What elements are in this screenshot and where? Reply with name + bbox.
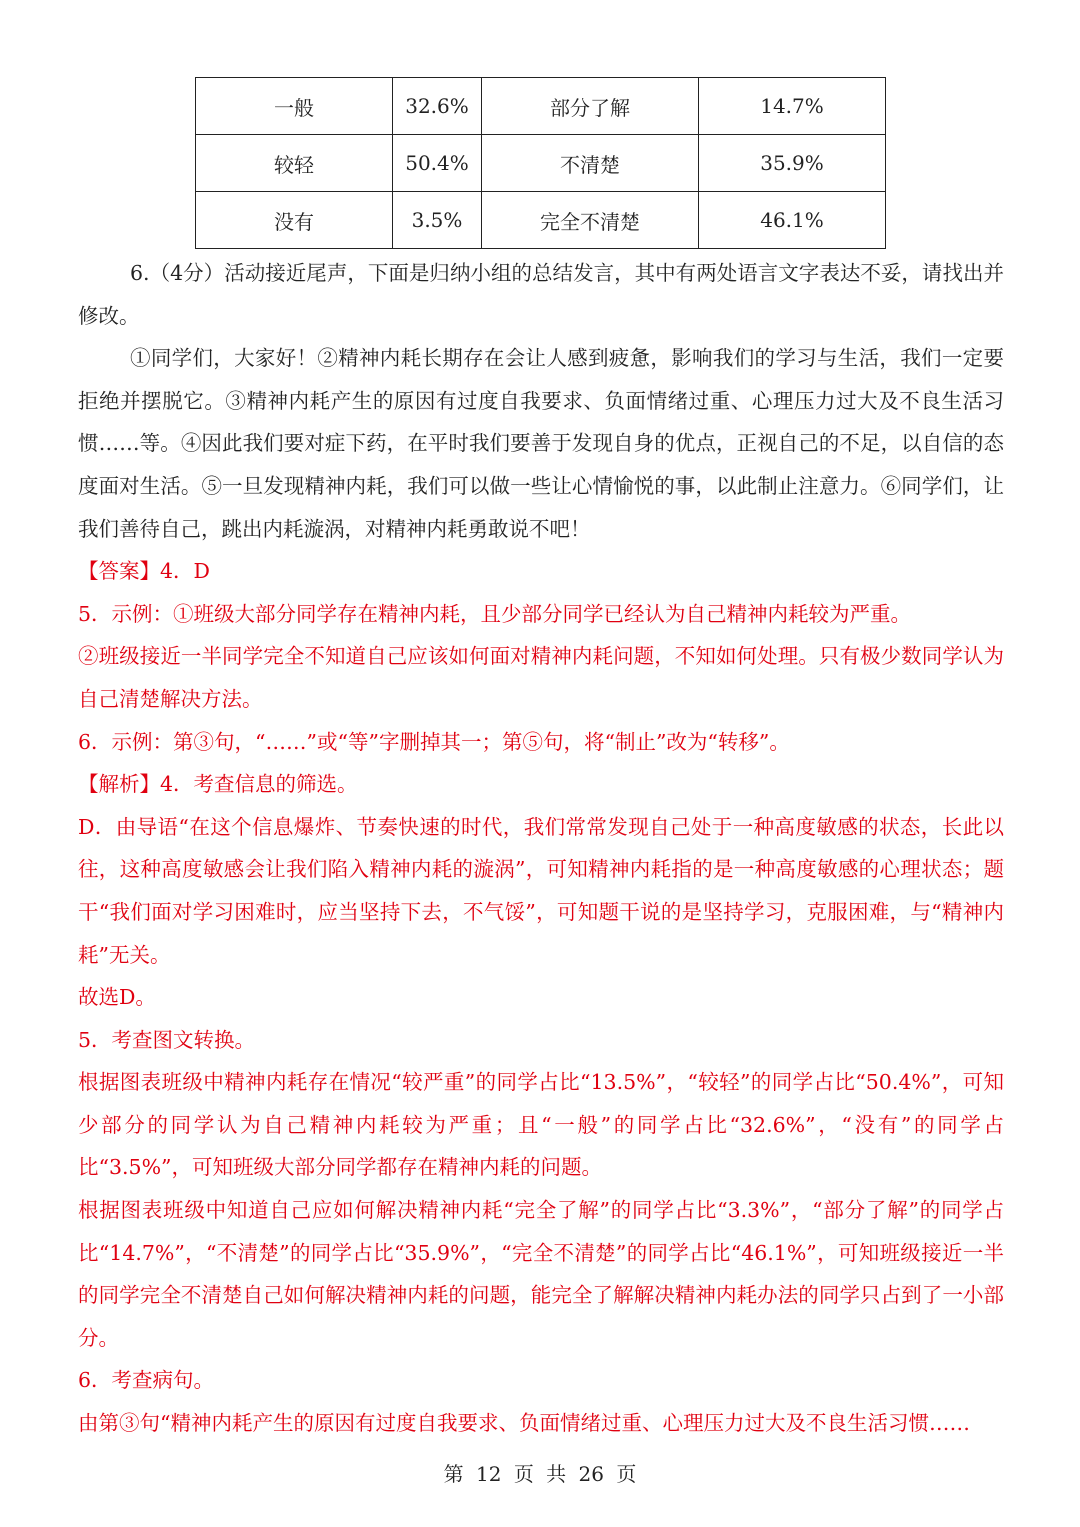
analysis-4: D．由导语“在这个信息爆炸、节奏快速的时代，我们常常发现自己处于一种高度敏感的状态，长此以往，这种高度敏感会让我们陷入精神内耗的漩涡”，可知精神内耗指的是一种高度敏感的心理状态；题干“我们面对学习困难时，应当坚持下去，不气馁”，可知题干说的是坚持学习，克服困难，与“精神内耗”无关。 <box>78 814 1004 967</box>
analysis-5a: 根据图表班级中精神内耗存在情况“较严重”的同学占比“13.5%”，“较轻”的同学占比“50.4%”，可知少部分的同学认为自己精神内耗较为严重；且“一般”的同学占比“32.6%”，“没有”的同学占比“3.5%”，可知班级大部分同学都存在精神内耗的问题。 <box>78 1070 1004 1180</box>
survey-table <box>195 77 886 249</box>
table-cell: 一般 <box>196 78 393 135</box>
analysis-choose: 故选D。 <box>78 985 156 1010</box>
answer-heading: 【答案】4．D <box>78 559 210 584</box>
analysis-6: 由第③句“精神内耗产生的原因有过度自我要求、负面情绪过重、心理压力过大及不良生活习惯…… <box>78 1411 970 1436</box>
analysis-heading: 【解析】4．考查信息的筛选。 <box>78 772 358 797</box>
table-cell: 35.9% <box>699 135 886 192</box>
table-cell: 3.5% <box>393 192 482 249</box>
analysis-6-heading: 6．考查病句。 <box>78 1368 215 1393</box>
table-cell: 部分了解 <box>482 78 699 135</box>
table-cell: 不清楚 <box>482 135 699 192</box>
page-content <box>78 252 1004 1445</box>
table-cell: 较轻 <box>196 135 393 192</box>
table-cell: 50.4% <box>393 135 482 192</box>
table-cell: 14.7% <box>699 78 886 135</box>
table-cell: 46.1% <box>699 192 886 249</box>
table-row <box>196 135 886 192</box>
analysis-5-heading: 5．考查图文转换。 <box>78 1027 256 1052</box>
answer-5-line1: 5．示例：①班级大部分同学存在精神内耗，且少部分同学已经认为自己精神内耗较为严重。 <box>78 601 912 626</box>
analysis-5b: 根据图表班级中知道自己应如何解决精神内耗“完全了解”的同学占比“3.3%”，“部分了解”的同学占比“14.7%”，“不清楚”的同学占比“35.9%”，“完全不清楚”的同学占比“46.1%”，可知班级接近一半的同学完全不清楚自己如何解决精神内耗的问题，能完全了解解决精神内耗办法的同学只占到了一小部分。 <box>78 1198 1004 1350</box>
table-row <box>196 78 886 135</box>
table-cell: 没有 <box>196 192 393 249</box>
table-row <box>196 192 886 249</box>
answer-6: 6．示例：第③句，“……”或“等”字删掉其一；第⑤句，将“制止”改为“转移”。 <box>78 729 790 754</box>
answer-5-line2: ②班级接近一半同学完全不知道自己应该如何面对精神内耗问题，不知如何处理。只有极少数同学认为自己清楚解决方法。 <box>78 644 1004 711</box>
page-footer: 第 12 页 共 26 页 <box>443 1462 637 1486</box>
table-cell: 完全不清楚 <box>482 192 699 249</box>
question-6-prompt: 6.（4分）活动接近尾声，下面是归纳小组的总结发言，其中有两处语言文字表达不妥，请找出并修改。 <box>78 261 1004 328</box>
table-cell: 32.6% <box>393 78 482 135</box>
question-6-passage: ①同学们，大家好！②精神内耗长期存在会让人感到疲惫，影响我们的学习与生活，我们一定要拒绝并摆脱它。③精神内耗产生的原因有过度自我要求、负面情绪过重、心理压力过大及不良生活习惯……等。④因此我们要对症下药，在平时我们要善于发现自身的优点，正视自己的不足，以自信的态度面对生活。⑤一旦发现精神内耗，我们可以做一些让心情愉悦的事，以此制止注意力。⑥同学们，让我们善待自己，跳出内耗漩涡，对精神内耗勇敢说不吧！ <box>78 346 1004 541</box>
